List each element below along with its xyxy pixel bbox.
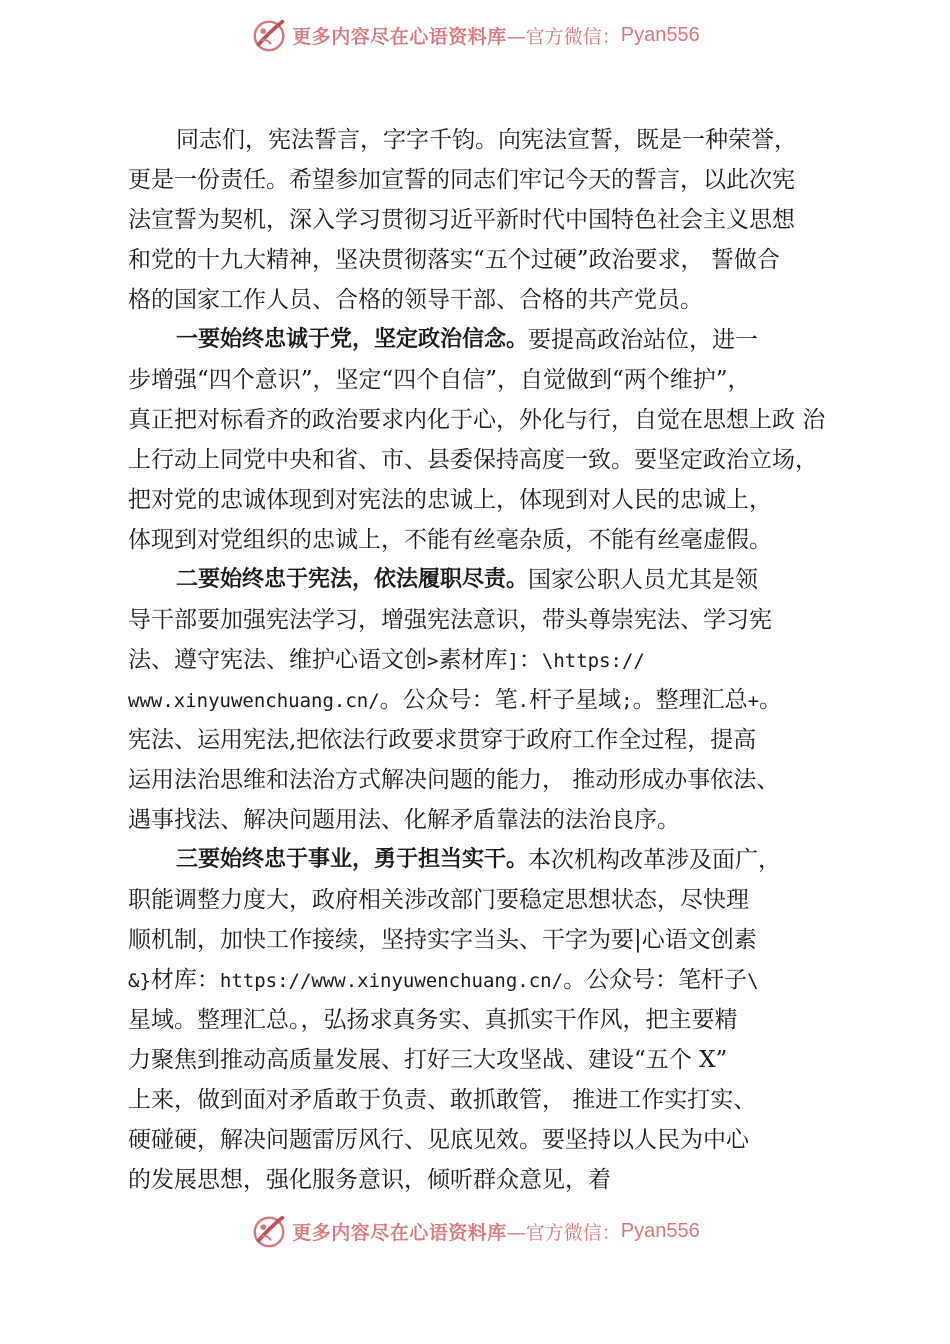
banner-text: 更多内容尽在心语资料库 (292, 1221, 507, 1244)
text-line: 步增强“四个意识”，坚定“四个自信”，自觉做到“两个维护”， (128, 367, 751, 393)
text-line: 宪法、运用宪法,把依法行政要求贯穿于政府工作全过程，提高 (128, 727, 757, 753)
header-banner (0, 10, 950, 60)
paragraph-intro (128, 120, 843, 320)
footer-banner (0, 1206, 950, 1256)
text-line: www.xinyuwenchuang.cn/。公众号：笔.杆子星域;。整理汇总+。 (128, 687, 783, 713)
paragraph-point-three (128, 840, 843, 1200)
text-line: 遇事找法、解决问题用法、化解矛盾靠法的法治良序。 (128, 807, 680, 833)
banner-separator: —官方微信： (506, 1221, 621, 1244)
brush-logo-icon (250, 1212, 288, 1250)
text-line: 力聚焦到推动高质量发展、打好三大攻坚战、建设“五个 X” (128, 1047, 728, 1073)
text-line: 星域。整理汇总。，弘扬求真务实、真抓实干作风，把主要精 (128, 1007, 738, 1033)
point-heading: 二要始终忠于宪法，依法履职尽责。 (176, 567, 529, 592)
text-line: 真正把对标看齐的政治要求内化于心，外化与行，自觉在思想上政 治 (128, 407, 826, 433)
text-line: 上行动上同党中央和省、市、县委保持高度一致。要坚定政治立场， (128, 447, 818, 473)
point-heading: 一要始终忠诚于党，坚定政治信念。 (176, 327, 529, 352)
text-line: 格的国家工作人员、合格的领导干部、合格的共产党员。 (128, 287, 703, 313)
wechat-id: Pyan556 (620, 1219, 700, 1242)
banner-separator: —官方微信： (506, 25, 621, 48)
text-line: 二要始终忠于宪法，依法履职尽责。 国家公职人员尤其是领 (128, 560, 843, 600)
text-line: 把对党的忠诚体现到对宪法的忠诚上，体现到对人民的忠诚上， (128, 487, 772, 513)
text-line: 一要始终忠诚于党，坚定政治信念。 要提高政治站位，进一 (128, 320, 843, 360)
text-line: 的发展思想，强化服务意识，倾听群众意见，着 (128, 1167, 611, 1193)
text-line: 顺机制，加快工作接续，坚持实字当头、干字为要|心语文创素 (128, 927, 757, 953)
banner-text: 更多内容尽在心语资料库 (292, 25, 507, 48)
text-line: 硬碰硬，解决问题雷厉风行、见底见效。要坚持以人民为中心 (128, 1127, 749, 1153)
text-line: 和党的十九大精神，坚决贯彻落实“五个过硬”政治要求， 誓做合 (128, 247, 780, 273)
wechat-id: Pyan556 (620, 23, 700, 46)
text-line: 导干部要加强宪法学习，增强宪法意识，带头尊崇宪法、学习宪 (128, 607, 772, 633)
text-line: 法宣誓为契机，深入学习贯彻习近平新时代中国特色社会主义思想 (128, 207, 795, 233)
text-line: 上来，做到面对矛盾敢于负责、敢抓敢管， 推进工作实打实、 (128, 1087, 757, 1113)
paragraph-point-one (128, 320, 843, 560)
paragraph-point-two (128, 560, 843, 840)
text-line: 三要始终忠于事业，勇于担当实干。 本次机构改革涉及面广， (128, 840, 843, 880)
brush-logo-icon (250, 16, 288, 54)
document-body (128, 120, 843, 1200)
text-line: 法、遵守宪法、维护心语文创>素材库]：\https:// (128, 647, 645, 673)
point-heading: 三要始终忠于事业，勇于担当实干。 (176, 847, 529, 872)
text-line: 同志们，宪法誓言，字字千钧。向宪法宣誓，既是一种荣誉， (176, 127, 797, 153)
text-line: 体现到对党组织的忠诚上，不能有丝毫杂质，不能有丝毫虚假。 (128, 527, 772, 553)
text-line: 职能调整力度大，政府相关涉改部门要稳定思想状态，尽快理 (128, 887, 749, 913)
text-line: 运用法治思维和法治方式解决问题的能力， 推动形成办事依法、 (128, 767, 780, 793)
text-line: &}材库：https://www.xinyuwenchuang.cn/。公众号：笔杆子\ (128, 967, 759, 993)
text-line: 更是一份责任。希望参加宣誓的同志们牢记今天的誓言，以此次宪 (128, 167, 795, 193)
